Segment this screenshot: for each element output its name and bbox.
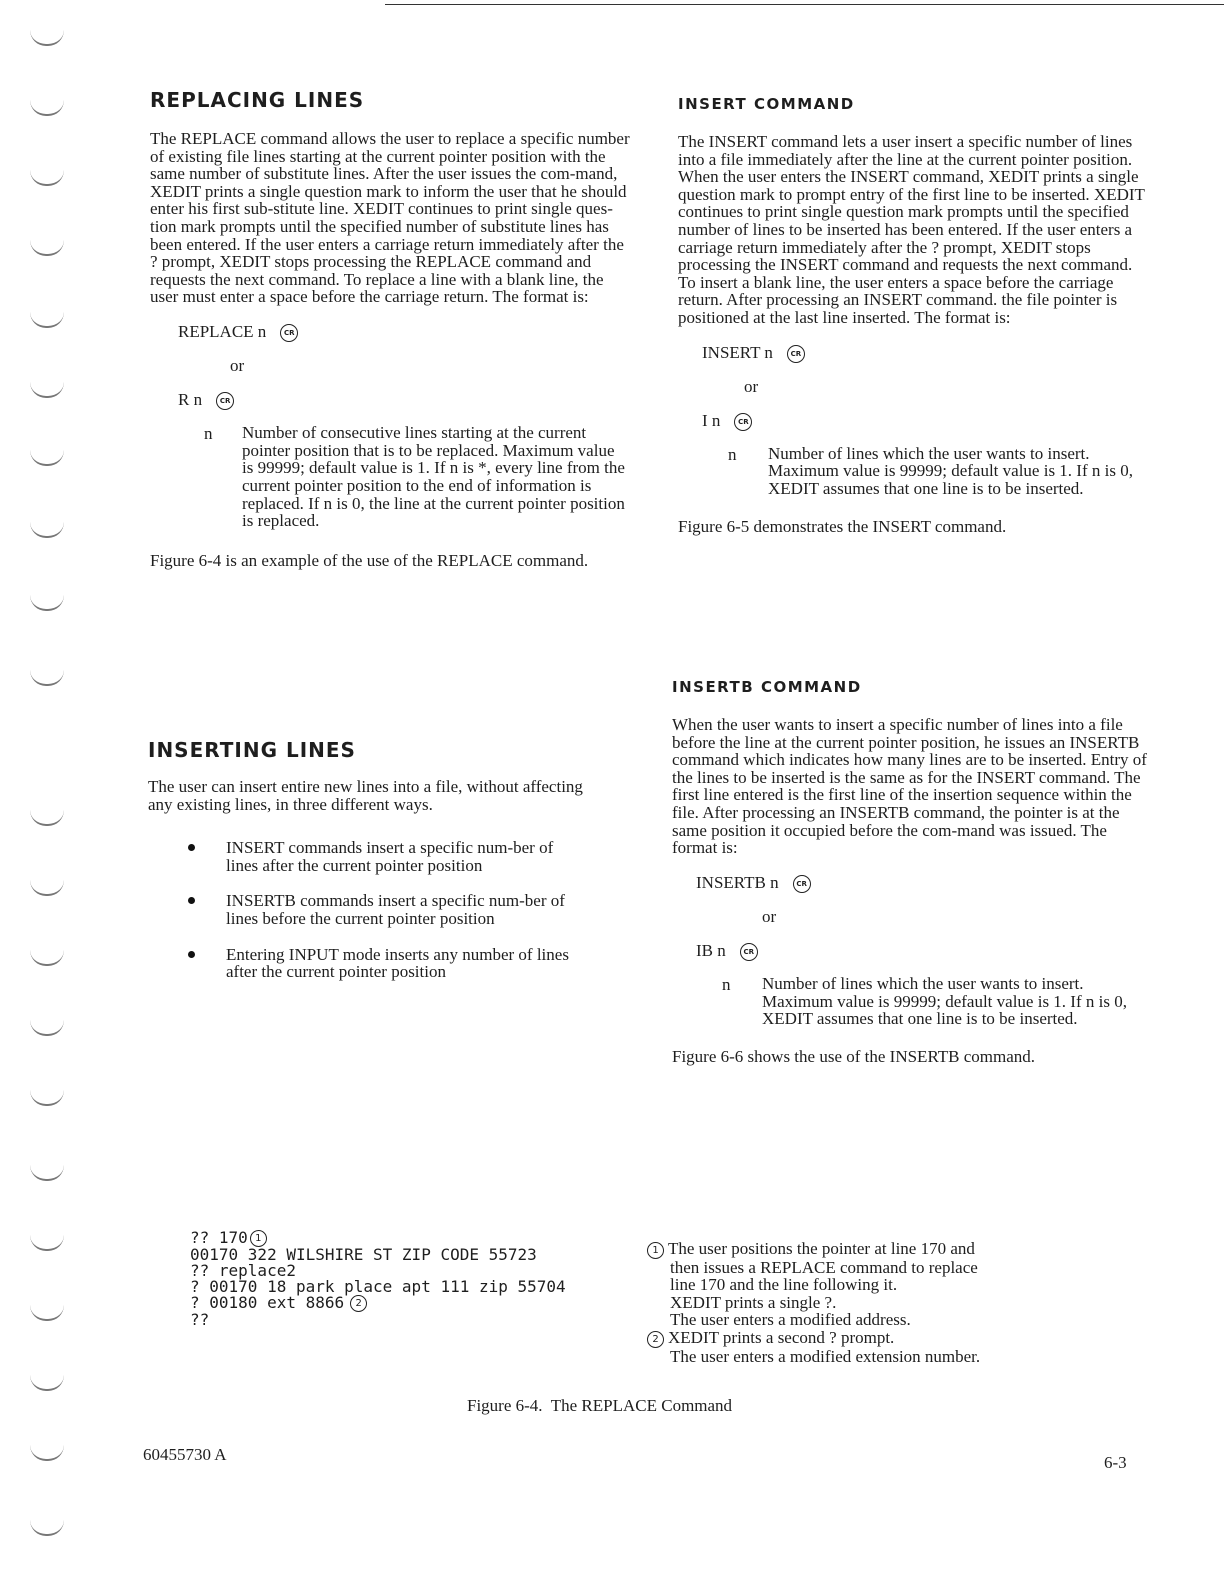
insert-command-paragraph: The INSERT command lets a user insert a specific number of lines into a file immediately after the line at the current pointer position. When the user enters the INSERT command, XEDIT prints a single question mark to prompt entry of the first line to be inserted. XEDIT continues to print single question mark prompts until the specified number of lines to be inserted has been entered. If the user enters a carriage return immediately after the ? prompt, XEDIT stops processing the INSERT command and requests the next command. To insert a blank line, the user enters a space before the carriage return. After processing an INSERT command. the file pointer is positioned at the last line inserted. The format is: (678, 132, 1145, 327)
terminal-line: ?? (190, 1310, 210, 1329)
insertb-command-paragraph: When the user wants to insert a specific number of lines into a file before the line at the current pointer position, he issues an INSERTB command which indicates how many lines are to be inserted. Entry of the lines to be inserted is the same as for the INSERT command. The first line entered is the first line of the insertion sequence within the file. After processing an INSERTB command, the pointer is at the same position it occupied before the com-mand was issued. The format is: (672, 715, 1147, 858)
param-description: Number of consecutive lines starting at the current pointer position that is to be replaced. Maximum value is 99999; default value is 1. If n is *, every line from the current pointer position to the end of information is replaced. If n is 0, the line at the current pointer position is replaced. (242, 423, 625, 531)
replacing-lines-paragraph: The REPLACE command allows the user to replace a specific number of existing file lines starting at the current pointer position with the same number of substitute lines. After the user issues the com-mand, XEDIT prints a single question mark to inform the user that he should enter his first sub-stitute line. XEDIT continues to print single ques-tion mark prompts until the specified number of substitute lines has been entered. If the user enters a carriage return immediately after the ? prompt, XEDIT stops processing the REPLACE command and requests the next command. To replace a line with a blank line, the user must enter a space before the carriage return. The format is: (150, 129, 630, 307)
terminal-line: ? 00180 ext 8866 (190, 1293, 345, 1312)
inserting-lines-section (148, 738, 628, 999)
note-line: The user enters a modified address. (670, 1310, 911, 1330)
insertb-command-section (672, 678, 1150, 1065)
insert-format (678, 343, 1153, 431)
param-description: Number of lines which the user wants to insert. Maximum value is 99999; default value is 1. If n is 0, XEDIT assumes that one line is to be inserted. (762, 973, 1127, 1029)
carriage-return-icon: CR (216, 392, 234, 410)
carriage-return-icon: CR (734, 413, 752, 431)
note-line: The user enters a modified extension number. (670, 1346, 981, 1366)
carriage-return-icon: CR (280, 324, 298, 342)
insert-command-section (678, 95, 1153, 535)
note-line: XEDIT prints a single ?. (670, 1292, 837, 1312)
insertb-format-short: IB n (696, 940, 726, 960)
param-description: Number of lines which the user wants to insert. Maximum value is 99999; default value is 1. If n is 0, XEDIT assumes that one line is to be inserted. (768, 443, 1133, 498)
callout-1-icon: 1 (647, 1242, 664, 1259)
or-label: or (230, 356, 245, 376)
binder-holes (30, 30, 70, 1570)
callout-1-icon: 1 (250, 1230, 267, 1247)
replace-format (150, 322, 630, 410)
figure-notes (647, 1240, 1117, 1365)
figure-reference: Figure 6-4 is an example of the use of the REPLACE command. (150, 550, 589, 570)
insert-format-short: I n (702, 410, 721, 430)
insert-command-heading: INSERT COMMAND (678, 95, 855, 113)
carriage-return-icon: CR (740, 943, 758, 961)
note-line: line 170 and the line following it. (670, 1275, 898, 1295)
terminal-line: ?? 170 (190, 1228, 248, 1247)
terminal-line: 00170 322 WILSHIRE ST ZIP CODE 55723 (190, 1245, 537, 1264)
carriage-return-icon: CR (787, 345, 805, 363)
insert-format-long: INSERT n (702, 342, 773, 362)
insertb-param (672, 975, 1150, 1028)
list-item: Entering INPUT mode inserts any number of lines after the current pointer position (188, 946, 588, 981)
replacing-lines-section (150, 88, 630, 569)
insert-param (678, 445, 1153, 498)
note-line: XEDIT prints a second ? prompt. (668, 1327, 895, 1347)
list-item: INSERT commands insert a specific num-ber of lines after the current pointer position (188, 839, 588, 874)
replace-format-short: R n (178, 390, 203, 410)
page-number: 6-3 (1104, 1453, 1127, 1472)
insertb-format-long: INSERTB n (696, 872, 779, 892)
insertb-command-heading: INSERTB COMMAND (672, 678, 862, 696)
replace-format-long: REPLACE n (178, 321, 267, 341)
callout-2-icon: 2 (350, 1295, 367, 1312)
param-name: n (722, 974, 731, 994)
inserting-lines-paragraph: The user can insert entire new lines into a file, without affecting any existing lines, in three different ways. (148, 777, 583, 814)
list-item: INSERTB commands insert a specific num-ber of lines before the current pointer position (188, 892, 588, 927)
or-label: or (744, 376, 759, 396)
figure-caption: Figure 6-4. The REPLACE Command (467, 1396, 733, 1415)
replace-param (150, 424, 630, 530)
document-number: 60455730 A (143, 1445, 227, 1464)
note-line: then issues a REPLACE command to replace (670, 1257, 978, 1277)
inserting-lines-heading: INSERTING LINES (148, 738, 356, 762)
param-name: n (204, 424, 213, 444)
terminal-line: ? 00170 18 park place apt 111 zip 55704 (190, 1277, 566, 1296)
terminal-line: ?? replace2 (190, 1261, 296, 1280)
replacing-lines-heading: REPLACING LINES (150, 88, 365, 112)
top-rule (385, 4, 1224, 5)
figure-reference: Figure 6-6 shows the use of the INSERTB command. (672, 1046, 1036, 1066)
or-label: or (762, 906, 777, 926)
note-line: The user positions the pointer at line 170 and (668, 1239, 975, 1258)
carriage-return-icon: CR (793, 875, 811, 893)
insertb-format (672, 873, 1150, 961)
param-name: n (728, 444, 737, 464)
callout-2-icon: 2 (647, 1331, 664, 1348)
figure-reference: Figure 6-5 demonstrates the INSERT command. (678, 516, 1007, 536)
insert-methods-list (188, 839, 588, 981)
terminal-session (190, 1230, 630, 1328)
